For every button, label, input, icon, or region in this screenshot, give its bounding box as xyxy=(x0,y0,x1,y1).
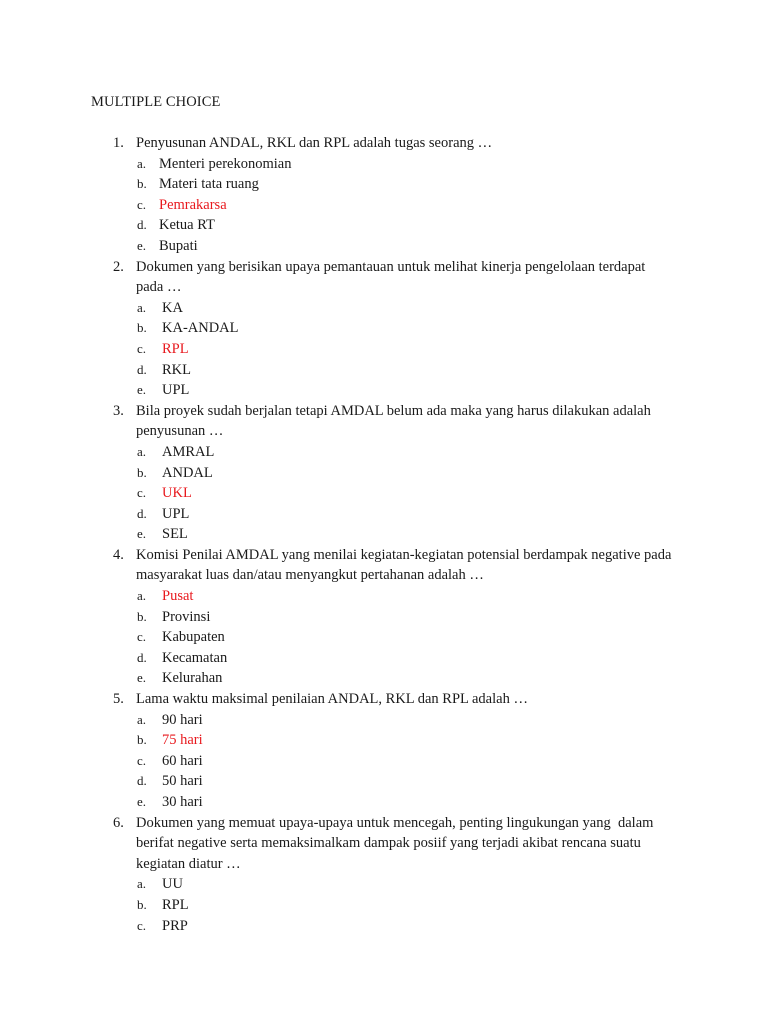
question-number: 3. xyxy=(113,402,124,419)
option-d xyxy=(0,215,768,236)
option-letter: e. xyxy=(137,794,147,809)
option-text: Kecamatan xyxy=(162,649,228,666)
option-letter: b. xyxy=(137,608,147,624)
option-e xyxy=(0,792,768,813)
option-a xyxy=(0,586,768,607)
question-5 xyxy=(0,689,768,813)
question-text: Dokumen yang memuat upaya-upaya untuk mencegah, penting lingukungan yang dalam berifat negative serta memaksimalkam dampak posiif yang terjadi akibat rencana suatu kegiatan diatur … xyxy=(136,814,658,872)
question-text: Komisi Penilai AMDAL yang menilai kegiatan-kegiatan potensial berdampak negative pada masyarakat luas dan/atau menyangkut pertahanan adalah … xyxy=(136,546,676,584)
option-text: 60 hari xyxy=(162,752,203,769)
correct-answer-text: 75 hari xyxy=(162,732,203,749)
page-heading: MULTIPLE CHOICE xyxy=(91,94,221,110)
option-b xyxy=(0,895,768,916)
option-letter: b. xyxy=(137,320,147,336)
option-letter: c. xyxy=(137,917,147,933)
option-text: 30 hari xyxy=(162,794,203,810)
question-text: Dokumen yang berisikan upaya pemantauan untuk melihat kinerja pengelolaan terdapat pada … xyxy=(136,258,649,296)
question-text: Penyusunan ANDAL, RKL dan RPL adalah tugas seorang … xyxy=(136,135,493,151)
option-text: RPL xyxy=(162,896,189,913)
option-c xyxy=(0,627,768,648)
option-letter: d. xyxy=(137,505,147,521)
question-4 xyxy=(0,545,768,689)
correct-answer-text: RPL xyxy=(162,340,189,357)
option-letter: e. xyxy=(137,237,147,253)
option-letter: d. xyxy=(137,361,147,377)
option-text: SEL xyxy=(162,526,188,543)
option-text: Menteri perekonomian xyxy=(159,155,292,172)
option-a xyxy=(0,154,768,175)
option-letter: e. xyxy=(137,382,147,398)
option-text: UPL xyxy=(162,505,190,522)
option-letter: a. xyxy=(137,876,147,892)
option-letter: b. xyxy=(137,464,147,480)
option-letter: a. xyxy=(137,155,147,171)
question-2 xyxy=(0,257,768,401)
option-letter: d. xyxy=(137,649,147,665)
option-d xyxy=(0,771,768,792)
question-list xyxy=(0,133,768,936)
option-letter: e. xyxy=(137,526,147,542)
option-letter: a. xyxy=(137,299,147,315)
option-d xyxy=(0,360,768,381)
option-a xyxy=(0,442,768,463)
option-letter: c. xyxy=(137,340,147,356)
option-text: AMRAL xyxy=(162,443,215,460)
option-text: 50 hari xyxy=(162,773,203,790)
option-text: UU xyxy=(162,876,183,893)
option-b xyxy=(0,318,768,339)
option-c xyxy=(0,195,768,216)
option-e xyxy=(0,668,768,689)
option-text: Kelurahan xyxy=(162,670,223,687)
option-e xyxy=(0,524,768,545)
option-letter: d. xyxy=(137,773,147,789)
option-letter: b. xyxy=(137,896,147,912)
option-letter: a. xyxy=(137,588,147,604)
option-b xyxy=(0,730,768,751)
correct-answer-text: UKL xyxy=(162,485,192,502)
option-text: Provinsi xyxy=(162,608,211,625)
option-b xyxy=(0,463,768,484)
option-letter: d. xyxy=(137,217,147,233)
option-c xyxy=(0,483,768,504)
correct-answer-text: Pemrakarsa xyxy=(159,196,227,213)
option-text: ANDAL xyxy=(162,464,213,481)
correct-answer-text: Pusat xyxy=(162,588,194,605)
option-e xyxy=(0,236,768,257)
option-letter: c. xyxy=(137,196,147,212)
option-b xyxy=(0,607,768,628)
option-c xyxy=(0,916,768,937)
option-letter: a. xyxy=(137,711,147,727)
option-text: KA-ANDAL xyxy=(162,320,239,337)
option-letter: b. xyxy=(137,732,147,748)
option-letter: e. xyxy=(137,670,147,686)
question-number: 6. xyxy=(113,814,124,831)
option-c xyxy=(0,339,768,360)
option-c xyxy=(0,751,768,772)
option-letter: a. xyxy=(137,443,147,459)
option-b xyxy=(0,174,768,195)
option-a xyxy=(0,710,768,731)
option-a xyxy=(0,874,768,895)
question-6 xyxy=(0,813,768,937)
option-text: 90 hari xyxy=(162,711,203,728)
option-letter: b. xyxy=(137,176,147,192)
question-number: 1. xyxy=(113,135,124,151)
question-number: 4. xyxy=(113,546,124,563)
question-3 xyxy=(0,401,768,545)
question-1 xyxy=(0,133,768,257)
option-text: Kabupaten xyxy=(162,629,225,646)
option-d xyxy=(0,504,768,525)
option-e xyxy=(0,380,768,401)
option-d xyxy=(0,648,768,669)
option-text: UPL xyxy=(162,382,190,399)
question-text: Lama waktu maksimal penilaian ANDAL, RKL dan RPL adalah … xyxy=(136,691,528,708)
question-number: 5. xyxy=(113,691,124,708)
option-letter: c. xyxy=(137,629,147,645)
option-letter: c. xyxy=(137,752,147,768)
option-a xyxy=(0,298,768,319)
option-text: Materi tata ruang xyxy=(159,176,259,193)
option-letter: c. xyxy=(137,485,147,501)
question-number: 2. xyxy=(113,258,124,275)
question-text: Bila proyek sudah berjalan tetapi AMDAL belum ada maka yang harus dilakukan adalah penyusunan … xyxy=(136,402,655,440)
option-text: PRP xyxy=(162,917,188,934)
option-text: Ketua RT xyxy=(159,217,215,234)
option-text: KA xyxy=(162,299,183,316)
option-text: RKL xyxy=(162,361,191,378)
option-text: Bupati xyxy=(159,237,198,254)
